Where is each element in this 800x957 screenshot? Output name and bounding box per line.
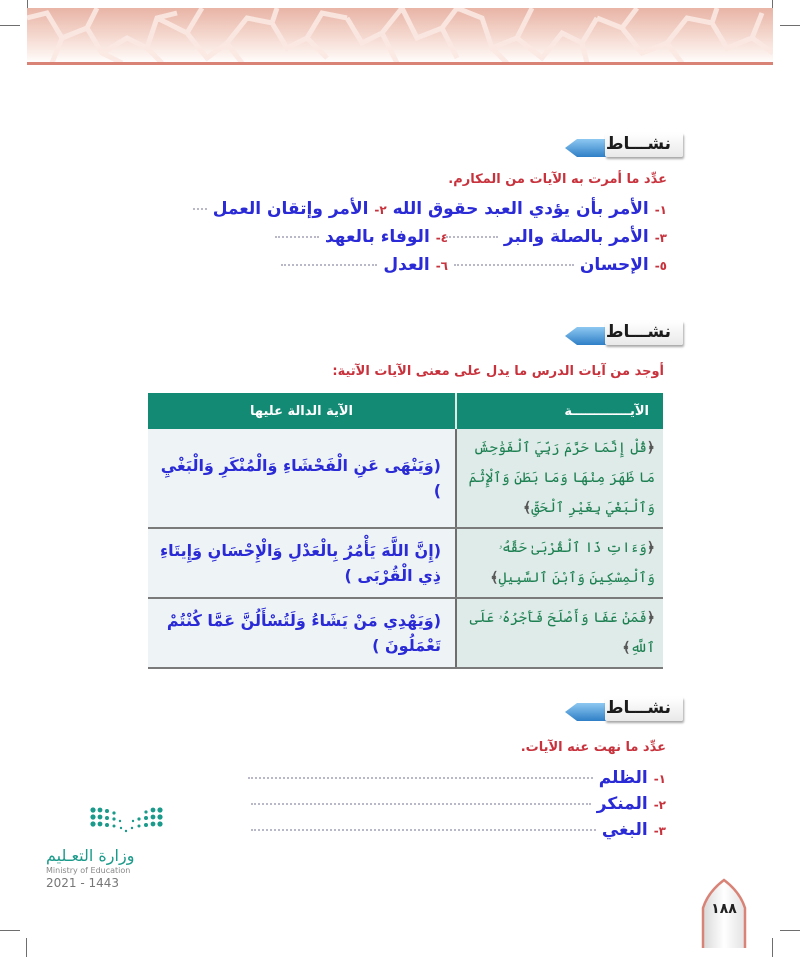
- table-row: [148, 598, 663, 668]
- answer-line: [251, 820, 666, 840]
- answer-text: (وَيَهْدِي مَنْ يَشَاءُ وَلَتُسْأَلُنَّ عَمَّا كُنْتُمْ تَعْمَلُونَ ): [166, 611, 441, 655]
- item-number: ٦-: [435, 259, 448, 273]
- item-number: ٢-: [653, 798, 666, 812]
- crop-mark: [26, 938, 27, 957]
- ayah-cell: [456, 598, 663, 668]
- dotted-line: [251, 803, 591, 805]
- edition-year: 2021 - 1443: [46, 876, 120, 890]
- ayah-text: فَمَنْ عَفَا وَأَصْلَحَ فَأَجْرُهُۥ عَلَى ٱللَّهِ: [469, 610, 655, 656]
- ornament-close: ﴾: [523, 500, 532, 516]
- activity-tag: [563, 697, 683, 723]
- table-header-ayah: الآيـــــــــــــة: [456, 393, 663, 429]
- answer-cell[interactable]: [148, 528, 456, 598]
- page-number: ١٨٨: [711, 901, 737, 917]
- ornament-close: ﴾: [622, 640, 631, 656]
- table-row: [148, 528, 663, 598]
- ayat-table: [148, 393, 663, 669]
- activity-prompt: عدِّد ما نهت عنه الآيات.: [520, 740, 666, 755]
- dotted-line: [446, 236, 498, 238]
- ayah-cell: [456, 429, 663, 528]
- item-number: ٤-: [435, 231, 448, 245]
- item-number: ١-: [653, 772, 666, 786]
- answer-text[interactable]: العدل: [383, 255, 430, 275]
- ornament-open: ﴿: [646, 540, 655, 556]
- ministry-name-ar: وزارة التعـليم: [46, 846, 135, 865]
- crop-mark: [0, 25, 20, 26]
- answer-line: [248, 768, 666, 788]
- dotted-line: [454, 264, 574, 266]
- arabesque-pattern-icon: [27, 8, 773, 63]
- activity-tag: [563, 133, 683, 159]
- table-header-evidence: الآية الدالة عليها: [148, 393, 456, 429]
- ministry-logo: [44, 806, 184, 890]
- activity-prompt: عدِّد ما أمرت به الآيات من المكارم.: [448, 172, 667, 187]
- dotted-line: [281, 264, 377, 266]
- activity-tag-label: نشـــاط: [605, 322, 671, 342]
- answer-line: [281, 255, 448, 275]
- ministry-dots-icon: [44, 806, 184, 842]
- activity-tag-label: نشـــاط: [605, 698, 671, 718]
- item-number: ٥-: [654, 259, 667, 273]
- table-row: [148, 429, 663, 528]
- page-number-badge: [700, 878, 748, 948]
- dotted-line: [248, 777, 593, 779]
- answer-text[interactable]: الوفاء بالعهد: [324, 227, 430, 247]
- answer-cell[interactable]: [148, 598, 456, 668]
- answer-text: (وَيَنْهَى عَنِ الْفَحْشَاءِ وَالْمُنْكَرِ وَالْبَغْيِ ): [160, 456, 441, 500]
- ornament-open: ﴿: [646, 440, 655, 456]
- ayah-text: وَءَاتِ ذَا ٱلْقُرْبَىٰ حَقَّهُۥ وَٱلْمِسْكِينَ وَٱبْنَ ٱلسَّبِيلِ: [498, 540, 655, 586]
- ornament-open: ﴿: [646, 610, 655, 626]
- activity-prompt: أوجد من آيات الدرس ما يدل على معنى الآيات الآتية:: [332, 364, 664, 379]
- dotted-line: [251, 829, 596, 831]
- answer-text[interactable]: الأمر وإتقان العمل: [212, 199, 369, 219]
- answer-text[interactable]: البغي: [601, 820, 648, 840]
- crop-mark: [0, 930, 20, 931]
- crop-mark: [780, 930, 800, 931]
- item-number: ٣-: [653, 824, 666, 838]
- answer-text[interactable]: المنكر: [596, 794, 648, 814]
- crop-mark: [780, 25, 800, 26]
- item-number: ٣-: [654, 231, 667, 245]
- dotted-line: [193, 208, 207, 210]
- ministry-name-en: Ministry of Education: [46, 866, 131, 875]
- answer-text: (إِنَّ اللَّهَ يَأْمُرُ بِالْعَدْلِ وَالْإِحْسَانِ وَإِيتَاءِ ذِي الْقُرْبَى ): [159, 541, 441, 585]
- answer-line: [251, 794, 666, 814]
- header-rule: [27, 62, 773, 65]
- ornament-close: ﴾: [490, 570, 499, 586]
- answer-line: [275, 227, 448, 247]
- answer-text[interactable]: الظلم: [598, 768, 648, 788]
- ayah-cell: [456, 528, 663, 598]
- answer-line: [446, 227, 667, 247]
- answer-text[interactable]: الإحسان: [579, 255, 649, 275]
- activity-tag: [563, 321, 683, 347]
- item-number: ١-: [654, 203, 667, 217]
- header-banner: [27, 8, 773, 63]
- crop-mark: [772, 938, 773, 957]
- answer-line: [454, 255, 667, 275]
- activity-tag-label: نشـــاط: [605, 134, 671, 154]
- answer-text[interactable]: الأمر بالصلة والبر: [503, 227, 649, 247]
- answer-text[interactable]: الأمر بأن يؤدي العبد حقوق الله: [392, 199, 649, 219]
- dotted-line: [275, 236, 319, 238]
- answer-cell[interactable]: [148, 429, 456, 528]
- answer-line: [193, 199, 667, 219]
- item-number: ٢-: [374, 203, 387, 217]
- ayah-text: قُلْ إِنَّمَا حَرَّمَ رَبِّيَ ٱلْفَوَٰحِشَ مَا ظَهَرَ مِنْهَا وَمَا بَطَنَ وَٱلْإِثْمَ وَٱلْبَغْيَ بِغَيْرِ ٱلْحَقِّ: [468, 440, 655, 516]
